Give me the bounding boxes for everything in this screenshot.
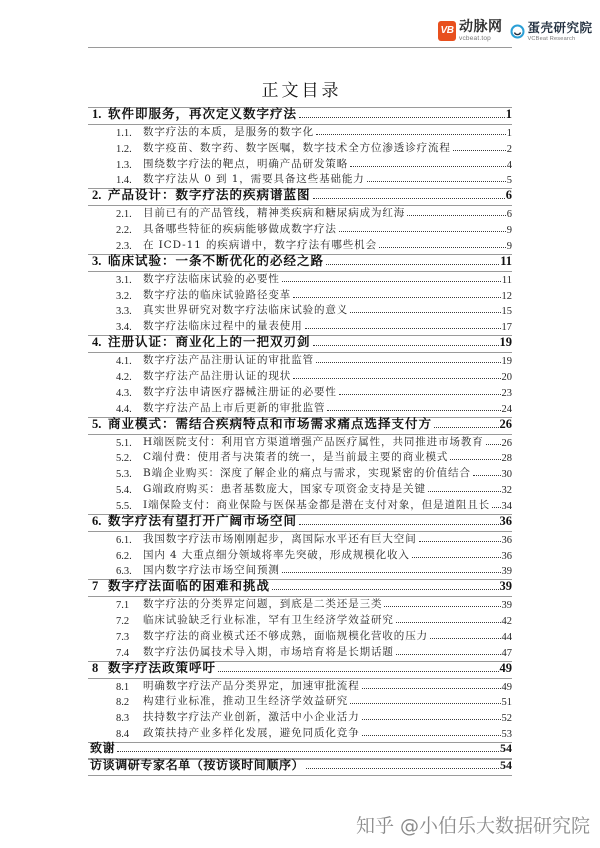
toc-entry-title: 数字疗法的商业模式还不够成熟，面临规模化营收的压力 [143,629,428,642]
toc-page-number: 20 [501,371,512,383]
toc-entry-4-1[interactable] [88,353,512,369]
toc-chapter-5[interactable] [88,417,512,435]
toc-entry-title: C端付费：使用者与决策者的统一，是当前最主要的商业模式 [143,451,449,464]
toc-chapter-title: 数字疗法政策呼吁 [108,659,217,675]
vcbeat-logo-domain: vcbeat.top [459,34,491,42]
toc-page-number: 15 [501,306,512,318]
dot-leader [492,507,500,508]
toc-entry-2-1[interactable] [88,206,512,222]
toc-entry-title: 目前已有的产品管线，精神类疾病和糖尿病成为红海 [143,207,406,220]
eggshell-logo-icon [510,24,525,39]
toc-page-number: 36 [499,513,512,528]
dot-leader [313,198,505,199]
toc-entry-title: 构建行业标准，推动卫生经济学效益研究 [143,695,349,708]
toc-entry-number: 3.3. [116,306,132,318]
table-of-contents [88,107,512,776]
toc-entry-number: 1.2. [116,143,132,155]
toc-back-matter-title: 访谈调研专家名单（按访谈时间顺序） [90,758,305,773]
toc-entry-2-2[interactable] [88,222,512,238]
toc-entry-6-2[interactable] [88,548,512,564]
toc-entry-number: 4.2. [116,371,132,383]
toc-entry-title: 扶持数字疗法产业创新，激活中小企业活力 [143,711,360,724]
toc-page-number: 44 [501,631,512,643]
toc-entry-7-2[interactable] [88,613,512,629]
toc-entry-number: 2.3. [116,240,132,252]
dot-leader [453,150,506,151]
toc-page-number: 19 [499,335,512,350]
toc-page-number: 39 [501,600,512,612]
toc-entry-number: 7.2 [116,616,130,628]
toc-page-number: 9 [506,225,512,237]
vcbeat-logo-text [459,20,503,43]
toc-entry-number: 8.3 [116,713,130,725]
toc-page-number: 54 [500,758,512,773]
toc-entry-8-2[interactable] [88,695,512,711]
toc-chapter-8[interactable] [88,661,512,679]
toc-entry-number: 7.1 [116,600,130,612]
toc-entry-number: 1.1. [116,127,132,139]
toc-entry-title: 数字疗法的本质，是服务的数字化 [143,125,314,138]
dot-leader [396,654,501,655]
dot-leader [362,688,501,689]
dot-leader [293,297,500,298]
dot-leader [350,703,500,704]
toc-entry-title: 数字疗法仍属技术导入期，市场培育将是长期话题 [143,645,394,658]
toc-entry-title: 数字疗法从 0 到 1，需要具备这些基础能力 [143,173,365,186]
toc-page-number: 26 [499,416,512,431]
toc-entry-number: 7.4 [116,647,130,659]
dot-leader [486,444,501,445]
toc-page-number: 49 [499,660,512,675]
toc-chapter-number: 8 [92,660,99,675]
dot-leader [379,247,506,248]
dot-leader [218,671,498,672]
toc-page-number: 1 [506,127,512,139]
dot-leader [282,281,501,282]
toc-entry-number: 3.1. [116,274,132,286]
toc-entry-title: 数字疗法临床过程中的量表使用 [143,320,303,333]
toc-entry-title: G端政府购买：患者基数庞大，国家专项资金支持是关键 [143,483,426,496]
toc-entry-7-3[interactable] [88,629,512,645]
toc-chapter-title: 商业模式：需结合疾病特点和市场需求痛点选择支付方 [108,415,433,431]
dot-leader [412,557,501,558]
toc-entry-number: 3.4. [116,322,132,334]
toc-chapter-4[interactable] [88,335,512,353]
dot-leader [384,606,500,607]
toc-page-number: 39 [501,566,512,578]
toc-page-number: 28 [501,453,512,465]
dot-leader [299,117,505,118]
toc-entry-number: 1.3. [116,159,132,171]
toc-chapter-number: 6. [92,513,102,528]
vcbeat-research-logo [510,20,593,43]
toc-chapter-title: 软件即服务，再次定义数字疗法 [108,106,298,121]
toc-entry-number: 7.3 [116,631,130,643]
toc-page-number: 24 [501,403,512,415]
toc-entry-title: 数字疗法的临床试验路径变革 [143,288,292,301]
toc-entry-title: 国内 4 大重点细分领域将率先突破，形成规模化收入 [143,548,410,561]
toc-page-number: 12 [501,290,512,302]
toc-entry-5-4[interactable] [88,482,512,498]
toc-chapter-number: 2. [92,188,102,203]
toc-chapter-3[interactable] [88,254,512,272]
toc-entry-title: 明确数字疗法产品分类界定，加速审批流程 [143,679,360,692]
toc-page-number: 17 [501,322,512,334]
toc-entry-4-3[interactable] [88,385,512,401]
vcbeat-logo-icon: VB [438,21,456,41]
toc-entry-number: 5.4. [116,485,132,497]
toc-page-number: 11 [501,274,512,286]
toc-entry-4-2[interactable] [88,369,512,385]
toc-page-number: 34 [501,500,512,512]
toc-page-number: 42 [501,616,512,628]
dot-leader [327,410,500,411]
toc-entry-title: 国内数字疗法市场空间预测 [143,564,280,577]
toc-entry-number: 5.1. [116,437,132,449]
toc-chapter-2[interactable] [88,188,512,206]
toc-page-number: 4 [506,159,512,171]
toc-chapter-number: 4. [92,335,102,350]
toc-entry-title: 真实世界研究对数字疗法临床试验的意义 [143,304,349,317]
toc-entry-title: 数字疫苗、数字药、数字医嘱，数字技术全方位渗透诊疗流程 [143,141,451,154]
dot-leader [305,328,501,329]
dot-leader [350,312,500,313]
toc-chapter-title: 产品设计：数字疗法的疾病谱蓝图 [108,187,311,203]
vcbeat-research-logo-name: 蛋壳研究院 [527,19,593,35]
toc-chapter-title: 注册认证：商业化上的一把双刃剑 [108,334,311,350]
toc-entry-number: 5.3. [116,469,132,481]
toc-page-number: 53 [501,729,512,741]
toc-chapter-number: 7 [92,579,99,594]
header-divider [88,47,512,48]
toc-page-number: 2 [506,143,512,155]
toc-entry-number: 4.4. [116,403,132,415]
toc-entry-title: 数字疗法申请医疗器械注册证的必要性 [143,385,337,398]
toc-chapter-number: 1. [92,107,102,121]
toc-page-number: 30 [501,469,512,481]
toc-entry-number: 4.3. [116,387,132,399]
dot-leader [316,134,506,135]
dot-leader [293,378,500,379]
dot-leader [473,475,501,476]
toc-page-number: 19 [501,356,512,368]
dot-leader [350,166,506,167]
dot-leader [367,181,506,182]
toc-entry-number: 3.2. [116,290,132,302]
toc-entry-3-3[interactable] [88,304,512,320]
toc-page-number: 1 [505,107,512,121]
toc-entry-title: 政策扶持产业多样化发展，避免同质化竞争 [143,727,360,740]
dot-leader [339,231,506,232]
toc-entry-title: 数字疗法的分类界定问题，到底是二类还是三类 [143,598,383,611]
dot-leader [326,264,499,265]
dot-leader [396,622,501,623]
toc-entry-title: 临床试验缺乏行业标准，罕有卫生经济学效益研究 [143,614,394,627]
toc-page-number: 26 [501,437,512,449]
toc-page-number: 36 [501,534,512,546]
toc-entry-title: 数字疗法产品上市后更新的审批监管 [143,401,326,414]
dot-leader [430,638,501,639]
toc-entry-title: H端医院支付：利用官方渠道增强产品医疗属性，共同推进市场教育 [143,435,484,448]
toc-entry-1-2[interactable] [88,141,512,157]
toc-entry-title: I端保险支付：商业保险与医保基金都是潜在支付对象，但是道阻且长 [143,498,491,511]
toc-chapter-title: 数字疗法面临的困难和挑战 [108,578,271,594]
dot-leader [117,751,499,752]
toc-entry-6-1[interactable] [88,532,512,548]
toc-entry-number: 5.2. [116,453,132,465]
toc-entry-number: 6.3. [116,566,132,578]
toc-entry-title: 围绕数字疗法的靶点，明确产品研发策略 [143,157,349,170]
toc-page-number: 49 [501,681,512,693]
page-title: 正文目录 [261,81,342,101]
toc-chapter-7[interactable] [88,579,512,597]
toc-page-number: 54 [500,741,512,756]
toc-page-number: 51 [501,697,512,709]
dot-leader [450,459,500,460]
toc-page-number: 6 [505,188,512,203]
toc-chapter-1[interactable] [88,107,512,125]
vcbeat-logo [438,20,503,43]
toc-page-number: 32 [501,485,512,497]
toc-entry-title: 数字疗法临床试验的必要性 [143,272,280,285]
toc-entry-7-1[interactable] [88,597,512,613]
toc-entry-8-1[interactable] [88,679,512,695]
toc-chapter-title: 数字疗法有望打开广阔市场空间 [108,512,298,528]
toc-chapter-number: 5. [92,416,102,431]
page-header [438,17,593,45]
dot-leader [306,768,499,769]
toc-page-number: 5 [506,175,512,187]
toc-entry-8-4[interactable] [88,726,512,742]
toc-entry-3-2[interactable] [88,288,512,304]
dot-leader [428,491,501,492]
toc-chapter-6[interactable] [88,514,512,532]
toc-entry-number: 5.5. [116,500,132,512]
toc-back-matter-title: 致谢 [90,741,116,756]
toc-entry-5-2[interactable] [88,451,512,467]
toc-entry-number: 8.1 [116,681,130,693]
toc-entry-number: 6.2. [116,550,132,562]
toc-entry-number: 1.4. [116,175,132,187]
toc-page-number: 47 [501,647,512,659]
toc-page-number: 39 [499,579,512,594]
toc-entry-number: 8.4 [116,729,130,741]
toc-entry-8-3[interactable] [88,710,512,726]
dot-leader [362,719,501,720]
dot-leader [299,524,498,525]
toc-page-number: 6 [506,209,512,221]
toc-chapter-number: 3. [92,253,102,268]
toc-entry-number: 6.1. [116,534,132,546]
toc-entry-title: 我国数字疗法市场刚刚起步，离国际水平还有巨大空间 [143,532,417,545]
toc-entry-number: 2.2. [116,225,132,237]
toc-entry-title: 数字疗法产品注册认证的现状 [143,369,292,382]
dot-leader [407,215,506,216]
toc-entry-1-1[interactable] [88,125,512,141]
toc-page-number: 23 [501,387,512,399]
dot-leader [313,345,499,346]
toc-page-number: 52 [501,713,512,725]
dot-leader [339,394,501,395]
vcbeat-logo-name: 动脉网 [459,18,503,35]
toc-page-number: 36 [501,550,512,562]
toc-entry-5-1[interactable] [88,435,512,451]
toc-entry-title: 数字疗法产品注册认证的审批监管 [143,354,314,367]
toc-entry-number: 8.2 [116,697,130,709]
toc-entry-5-3[interactable] [88,466,512,482]
vcbeat-research-logo-subtitle: VCBeat Research [527,35,576,42]
dot-leader [282,572,501,573]
dot-leader [434,427,498,428]
toc-chapter-title: 临床试验：一条不断优化的必经之路 [108,252,325,268]
toc-entry-3-1[interactable] [88,272,512,288]
dot-leader [419,541,501,542]
toc-entry-number: 4.1. [116,356,132,368]
toc-page-number: 9 [506,240,512,252]
toc-entry-1-3[interactable] [88,157,512,173]
toc-entry-title: B端企业购买：深度了解企业的痛点与需求，实现紧密的价值结合 [143,467,471,480]
dot-leader [362,735,501,736]
toc-page-number: 11 [500,253,512,268]
dot-leader [316,362,501,363]
toc-entry-title: 具备哪些特征的疾病能够做成数字疗法 [143,223,337,236]
dot-leader [272,589,498,590]
toc-back-matter-2[interactable] [88,759,512,776]
zhihu-watermark: 知乎 @小伯乐大数据研究院 [355,815,590,837]
toc-entry-number: 2.1. [116,209,132,221]
vcbeat-research-logo-text [528,20,593,43]
toc-entry-title: 在 ICD-11 的疾病谱中，数字疗法有哪些机会 [143,238,377,251]
